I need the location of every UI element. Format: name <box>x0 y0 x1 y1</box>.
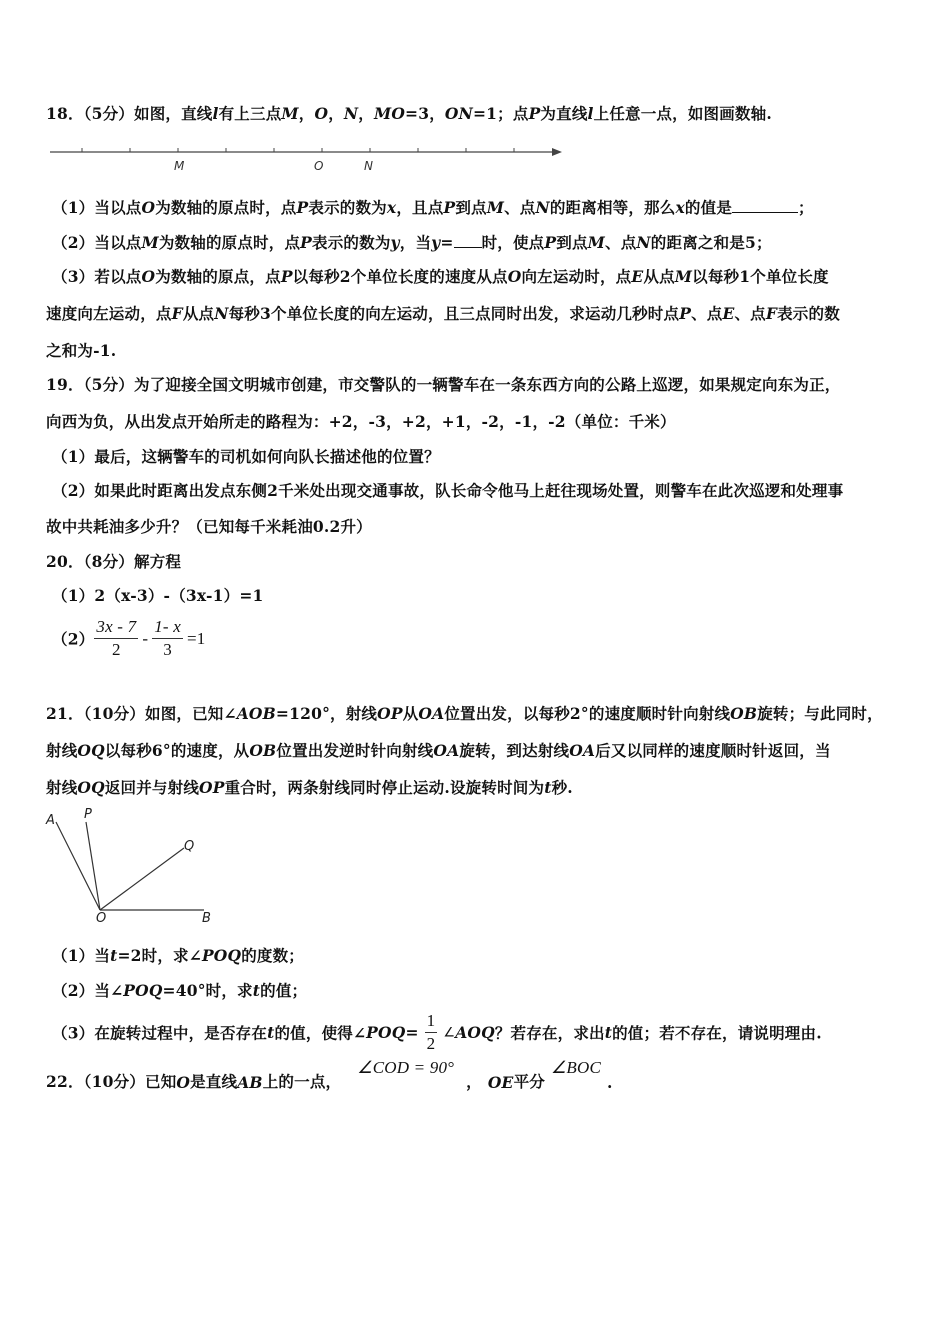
t: 到点 <box>455 198 487 217</box>
t: 后又以同样的速度顺时针返回，当 <box>595 741 831 760</box>
t: 的值；若不存在，请说明理由. <box>612 1023 822 1043</box>
var: P <box>443 198 456 217</box>
q21-stem-line3 <box>46 776 573 798</box>
part-label: （2） <box>52 629 95 649</box>
var: POQ <box>366 1023 406 1042</box>
math-angle-cod: ∠COD = 90° <box>357 1058 455 1077</box>
q21-part2 <box>52 979 307 1001</box>
t: 上的一点， <box>262 1072 342 1091</box>
point-label-P: P <box>84 807 92 822</box>
q20-part2 <box>52 616 205 661</box>
var: t <box>252 981 261 1000</box>
var: OB <box>730 704 758 723</box>
t: 之和为-1. <box>46 341 117 360</box>
var: OA <box>569 741 596 760</box>
var: y <box>431 233 441 252</box>
var: POQ <box>123 981 163 1000</box>
var-MO: MO <box>373 104 406 123</box>
fraction-2 <box>152 616 183 661</box>
t: ， <box>466 1072 482 1091</box>
var: y <box>390 233 400 252</box>
var: P <box>679 304 692 323</box>
q20-part1: （1）2（x-3）-（3x-1）=1 <box>52 586 264 605</box>
var: P <box>296 198 309 217</box>
q21-part3 <box>52 1010 822 1055</box>
var-ON: ON <box>444 104 473 123</box>
q19-part2-line1: （2）如果此时距离出发点东侧2千米处出现交通事故，队长命令他马上赶往现场处置，则警车在此次巡逻和处理事 <box>52 481 844 500</box>
var: x <box>675 198 685 217</box>
var: OP <box>377 704 403 723</box>
t: 时，使点 <box>481 233 545 252</box>
var: O <box>141 198 156 217</box>
q18-text: 上任意一点，如图画数轴. <box>593 104 772 123</box>
var-P: P <box>528 104 541 123</box>
t: （2）当以点 <box>52 233 142 252</box>
q19-stem-line2: 向西为负，从出发点开始所走的路程为：+2，-3，+2，+1，-2，-1，-2（单位：千米） <box>46 412 676 431</box>
var: OQ <box>77 778 105 797</box>
var: t <box>267 1023 275 1042</box>
t: 位置出发，以每秒2°的速度顺时针向射线 <box>444 704 731 723</box>
arrow-head-icon <box>552 148 562 156</box>
t: 22．（10分）已知 <box>46 1072 177 1091</box>
t: 旋转；与此同时， <box>757 704 883 723</box>
var: N <box>214 304 229 323</box>
numerator: 1 <box>425 1010 438 1033</box>
t: （3）若以点 <box>52 267 142 286</box>
q19-stem-line1: 19．（5分）为了迎接全国文明城市创建，市交警队的一辆警车在一条东西方向的公路上巡逻，如果规定向东为正， <box>46 375 841 394</box>
t: 从 <box>402 704 419 723</box>
q18-text: 为直线 <box>540 104 588 123</box>
t: 速度向左运动，点 <box>46 304 172 323</box>
t: 从点 <box>182 304 215 323</box>
q19-part1: （1）最后，这辆警车的司机如何向队长描述他的位置？ <box>52 447 440 466</box>
right-hand-side: =1 <box>186 628 206 648</box>
var: N <box>535 198 550 217</box>
t: 、点 <box>734 304 766 323</box>
q21-part1 <box>52 944 304 966</box>
fraction-half <box>425 1010 438 1055</box>
var: OQ <box>77 741 105 760</box>
angle-sign: ∠ <box>443 1024 456 1040</box>
t: 以每秒2个单位长度的速度从点 <box>292 267 508 286</box>
t: 平分 <box>513 1072 545 1091</box>
t: 从点 <box>643 267 675 286</box>
t: 为数轴的原点时，点 <box>155 198 297 217</box>
t: 重合时，两条射线同时停止运动.设旋转时间为 <box>224 778 545 797</box>
q19-part2-line2: 故中共耗油多少升？（已知每千米耗油0.2升） <box>46 517 372 536</box>
fraction-1 <box>94 616 138 661</box>
var-O: O <box>314 104 329 123</box>
q18-part3-line3 <box>46 339 116 361</box>
var: M <box>587 233 606 252</box>
q21-stem-line2 <box>46 739 831 761</box>
var: F <box>765 304 778 323</box>
q18-part3-line1 <box>52 265 829 287</box>
t: 射线 <box>46 778 78 797</box>
ray-OQ <box>100 848 184 910</box>
t: 表示的数为 <box>312 233 391 252</box>
denominator: 2 <box>426 1034 436 1053</box>
var-l: l <box>587 104 594 123</box>
q21-stem-line1 <box>46 702 883 724</box>
t: （2）当∠ <box>52 981 124 1000</box>
t: 为数轴的原点时，点 <box>158 233 301 252</box>
var: OA <box>418 704 445 723</box>
var: t <box>604 1023 613 1042</box>
var: O <box>507 267 522 286</box>
var-N: N <box>343 104 359 123</box>
t: ，且点 <box>396 198 444 217</box>
t: 返回并与射线 <box>104 778 200 797</box>
q22-stem <box>46 1058 613 1092</box>
t: 以每秒1个单位长度 <box>692 267 829 286</box>
denominator: 2 <box>112 640 121 659</box>
q18-text: =1；点 <box>472 104 529 123</box>
var: P <box>280 267 293 286</box>
q18-part2 <box>52 231 772 253</box>
var: M <box>141 233 159 252</box>
t: 秒. <box>551 778 573 797</box>
var: OB <box>249 741 277 760</box>
t: ？若存在，求出 <box>494 1023 605 1043</box>
q18-part3-line2 <box>46 302 840 324</box>
t: 向左运动时，点 <box>521 267 632 286</box>
var: N <box>636 233 651 252</box>
t: 的值； <box>260 981 308 1000</box>
q18-text: =3， <box>405 104 445 123</box>
var: P <box>300 233 313 252</box>
var: E <box>722 304 735 323</box>
var: F <box>171 304 183 323</box>
answer-blank[interactable] <box>454 233 482 248</box>
var: M <box>486 198 505 217</box>
number-line-figure <box>46 140 566 180</box>
t: =40°时，求 <box>162 981 253 1000</box>
sep: ， <box>358 104 374 123</box>
t: （1）当以点 <box>52 198 142 217</box>
t: 以每秒6°的速度，从 <box>104 741 250 760</box>
math-angle-boc: ∠BOC <box>550 1058 602 1077</box>
axis-label-N: N <box>364 159 373 173</box>
t: 表示的数 <box>777 304 840 323</box>
t: 、点 <box>605 233 637 252</box>
var: P <box>544 233 557 252</box>
t: = <box>405 1023 419 1042</box>
var-l: l <box>212 104 219 123</box>
var: M <box>674 267 693 286</box>
t: 射线 <box>46 741 78 760</box>
t: ； <box>798 198 814 217</box>
t: 位置出发逆时针向射线 <box>276 741 434 760</box>
denominator: 3 <box>163 640 172 659</box>
answer-blank[interactable] <box>732 198 798 213</box>
t: 为数轴的原点，点 <box>155 267 281 286</box>
var: AB <box>237 1073 263 1092</box>
t: =2时，求∠ <box>117 946 202 965</box>
t: 是直线 <box>190 1072 238 1091</box>
point-label-Q: Q <box>184 839 195 854</box>
var-M: M <box>281 104 299 123</box>
var: O <box>176 1073 191 1092</box>
t: 的距离相等，那么 <box>549 198 676 217</box>
t: = <box>440 233 454 252</box>
numerator: 1- x <box>152 616 183 639</box>
sep: ， <box>328 104 344 123</box>
t: 旋转，到达射线 <box>459 741 570 760</box>
var: OA <box>433 741 460 760</box>
angle-figure <box>40 804 230 926</box>
t: （1）当 <box>52 946 111 965</box>
t: 的值是 <box>684 198 733 217</box>
t: 21．（10分）如图，已知∠ <box>46 704 237 723</box>
axis-label-M: M <box>174 159 185 173</box>
t: 的距离之和是5； <box>650 233 772 252</box>
axis-label-O: O <box>314 159 324 173</box>
t: 、点 <box>504 198 536 217</box>
q18-head: 18．（5分）如图，直线 <box>46 104 213 123</box>
q18-text: 有上三点 <box>218 104 282 123</box>
t: =120°，射线 <box>275 704 378 723</box>
minus-sign: - <box>142 628 149 648</box>
point-label-O: O <box>96 911 107 926</box>
var: t <box>544 778 552 797</box>
t: 到点 <box>556 233 588 252</box>
t: 的值，使得∠ <box>274 1023 367 1043</box>
var: POQ <box>201 946 242 965</box>
var: AOB <box>236 704 276 723</box>
var: OP <box>199 778 225 797</box>
t: 的度数； <box>241 946 305 965</box>
t: 表示的数为 <box>308 198 387 217</box>
var: O <box>141 267 156 286</box>
t: 每秒3个单位长度的向左运动，且三点同时出发，求运动几秒时点 <box>228 304 680 323</box>
var: t <box>110 946 118 965</box>
point-label-B: B <box>202 911 211 926</box>
t: . <box>607 1073 613 1092</box>
var: E <box>631 267 644 286</box>
t: ，当 <box>399 233 432 252</box>
var: x <box>386 198 397 217</box>
t: 、点 <box>691 304 723 323</box>
q18-part1 <box>52 196 814 218</box>
var: OE <box>487 1073 514 1092</box>
t: （3）在旋转过程中，是否存在 <box>52 1023 268 1043</box>
q18-stem <box>46 102 772 124</box>
numerator: 3x - 7 <box>94 616 138 639</box>
var: AOQ <box>455 1023 495 1042</box>
sep: ， <box>298 104 315 123</box>
q20-stem: 20．（8分）解方程 <box>46 552 182 571</box>
point-label-A: A <box>46 813 55 828</box>
